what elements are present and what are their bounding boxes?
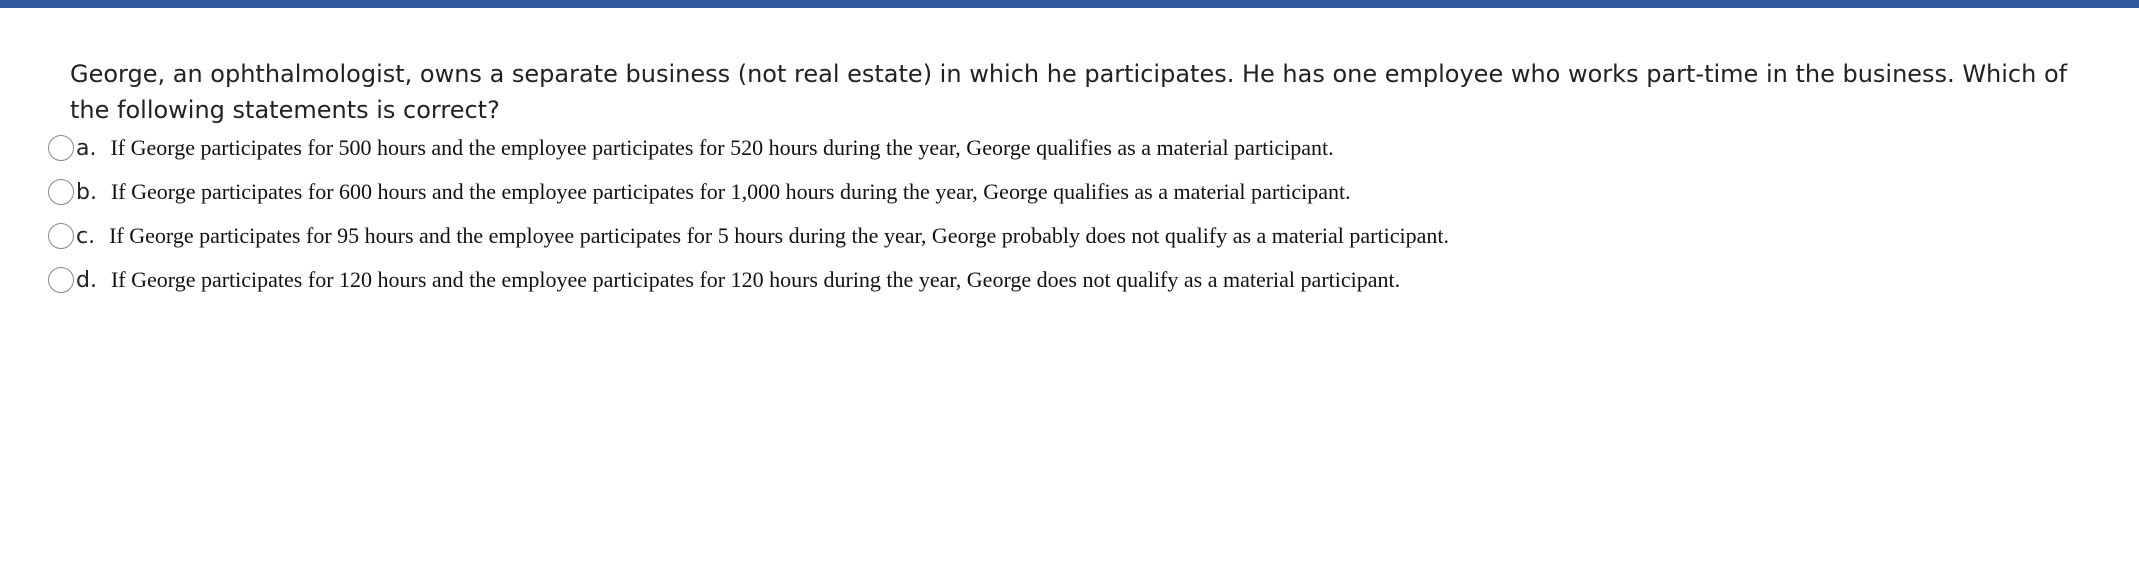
option-text-d: If George participates for 120 hours and the employee participates for 120 hours during the year, George does not qualify as a material participant. <box>110 267 1401 292</box>
top-bar <box>0 0 2139 8</box>
radio-button-d[interactable] <box>48 267 74 293</box>
option-a[interactable] <box>48 126 2108 170</box>
radio-button-a[interactable] <box>48 135 74 161</box>
radio-button-b[interactable] <box>48 179 74 205</box>
option-b[interactable] <box>48 170 2108 214</box>
option-c[interactable] <box>48 214 2108 258</box>
option-d[interactable] <box>48 258 2108 302</box>
option-letter-c: c. <box>76 223 96 249</box>
option-text-c: If George participates for 95 hours and the employee participates for 5 hours during the year, George probably does not qualify as a material participant. <box>109 223 1449 248</box>
option-text-b: If George participates for 600 hours and the employee participates for 1,000 hours during the year, George qualifies as a material participant. <box>110 179 1351 204</box>
radio-button-c[interactable] <box>48 223 74 249</box>
option-letter-a: a. <box>76 135 97 161</box>
option-text-a: If George participates for 500 hours and the employee participates for 520 hours during the year, George qualifies as a material participant. <box>110 135 1334 160</box>
option-letter-d: d. <box>76 267 97 293</box>
answer-options <box>48 126 2108 302</box>
option-letter-b: b. <box>76 179 97 205</box>
question-text: George, an ophthalmologist, owns a separate business (not real estate) in which he participates. He has one employee who works part-time in the business. Which of the following statements is correct? <box>70 60 2068 124</box>
